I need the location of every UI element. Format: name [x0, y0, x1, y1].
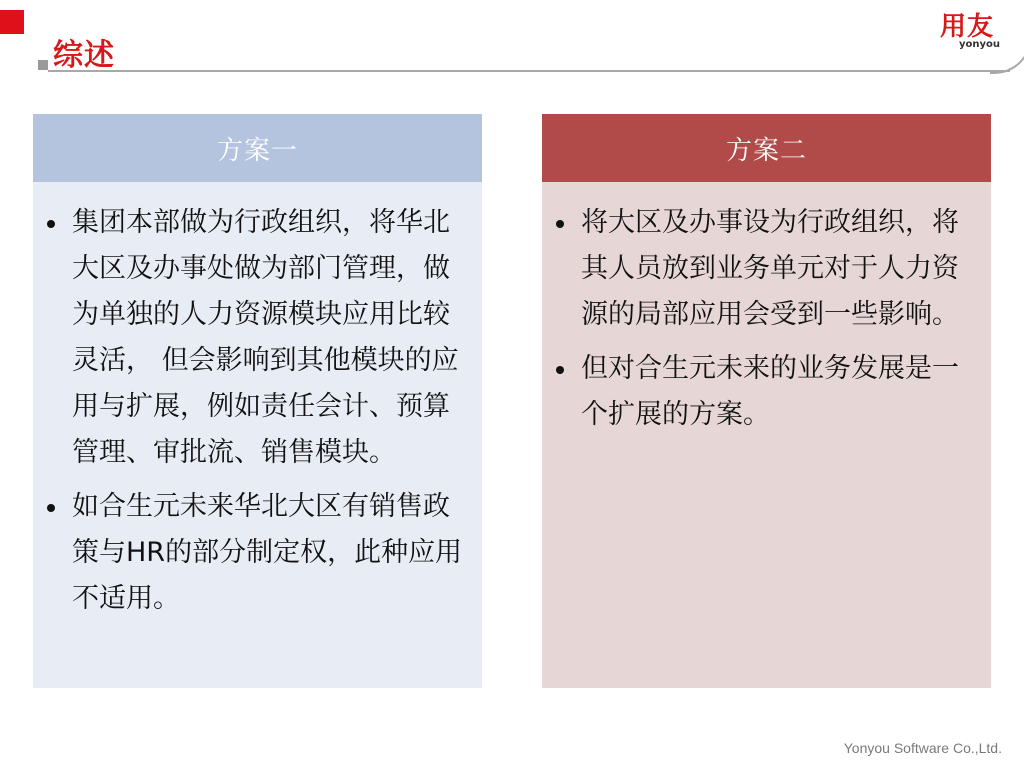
- title-divider: [48, 70, 1010, 72]
- logo-english: yonyou: [958, 39, 1000, 50]
- option-one-panel: [33, 114, 482, 688]
- bullet-text: 集团本部做为行政组织，将华北大区及办事处做为部门管理，做为单独的人力资源模块应用比较灵活， 但会影响到其他模块的应用与扩展，例如责任会计、预算管理、审批流、销售模块。: [72, 207, 459, 468]
- bullet-item: [542, 346, 991, 438]
- bullet-text: 将大区及办事设为行政组织，将其人员放到业务单元对于人力资源的局部应用会受到一些影响。: [581, 207, 959, 330]
- yonyou-logo: [934, 12, 1000, 50]
- option-two-header: 方案二: [542, 114, 991, 182]
- bullet-text: 但对合生元未来的业务发展是一个扩展的方案。: [581, 353, 959, 430]
- footer-company: Yonyou Software Co.,Ltd.: [843, 740, 1002, 756]
- option-two-panel: [542, 114, 991, 688]
- corner-accent-square: [0, 10, 24, 34]
- bullet-item: [33, 484, 482, 622]
- bullet-dot-icon: [47, 220, 55, 228]
- bullet-item: [542, 200, 991, 338]
- bullet-text: 如合生元未来华北大区有销售政策与HR的部分制定权，此种应用不适用。: [72, 491, 463, 614]
- bullet-item: [33, 200, 482, 476]
- bullet-dot-icon: [47, 504, 55, 512]
- bullet-dot-icon: [556, 366, 564, 374]
- title-marker: [38, 60, 48, 70]
- bullet-dot-icon: [556, 220, 564, 228]
- option-one-header: 方案一: [33, 114, 482, 182]
- option-one-bullets: [33, 182, 482, 622]
- slide-title: 综述: [53, 38, 115, 73]
- logo-chinese: 用友: [939, 12, 994, 42]
- option-two-bullets: [542, 182, 991, 438]
